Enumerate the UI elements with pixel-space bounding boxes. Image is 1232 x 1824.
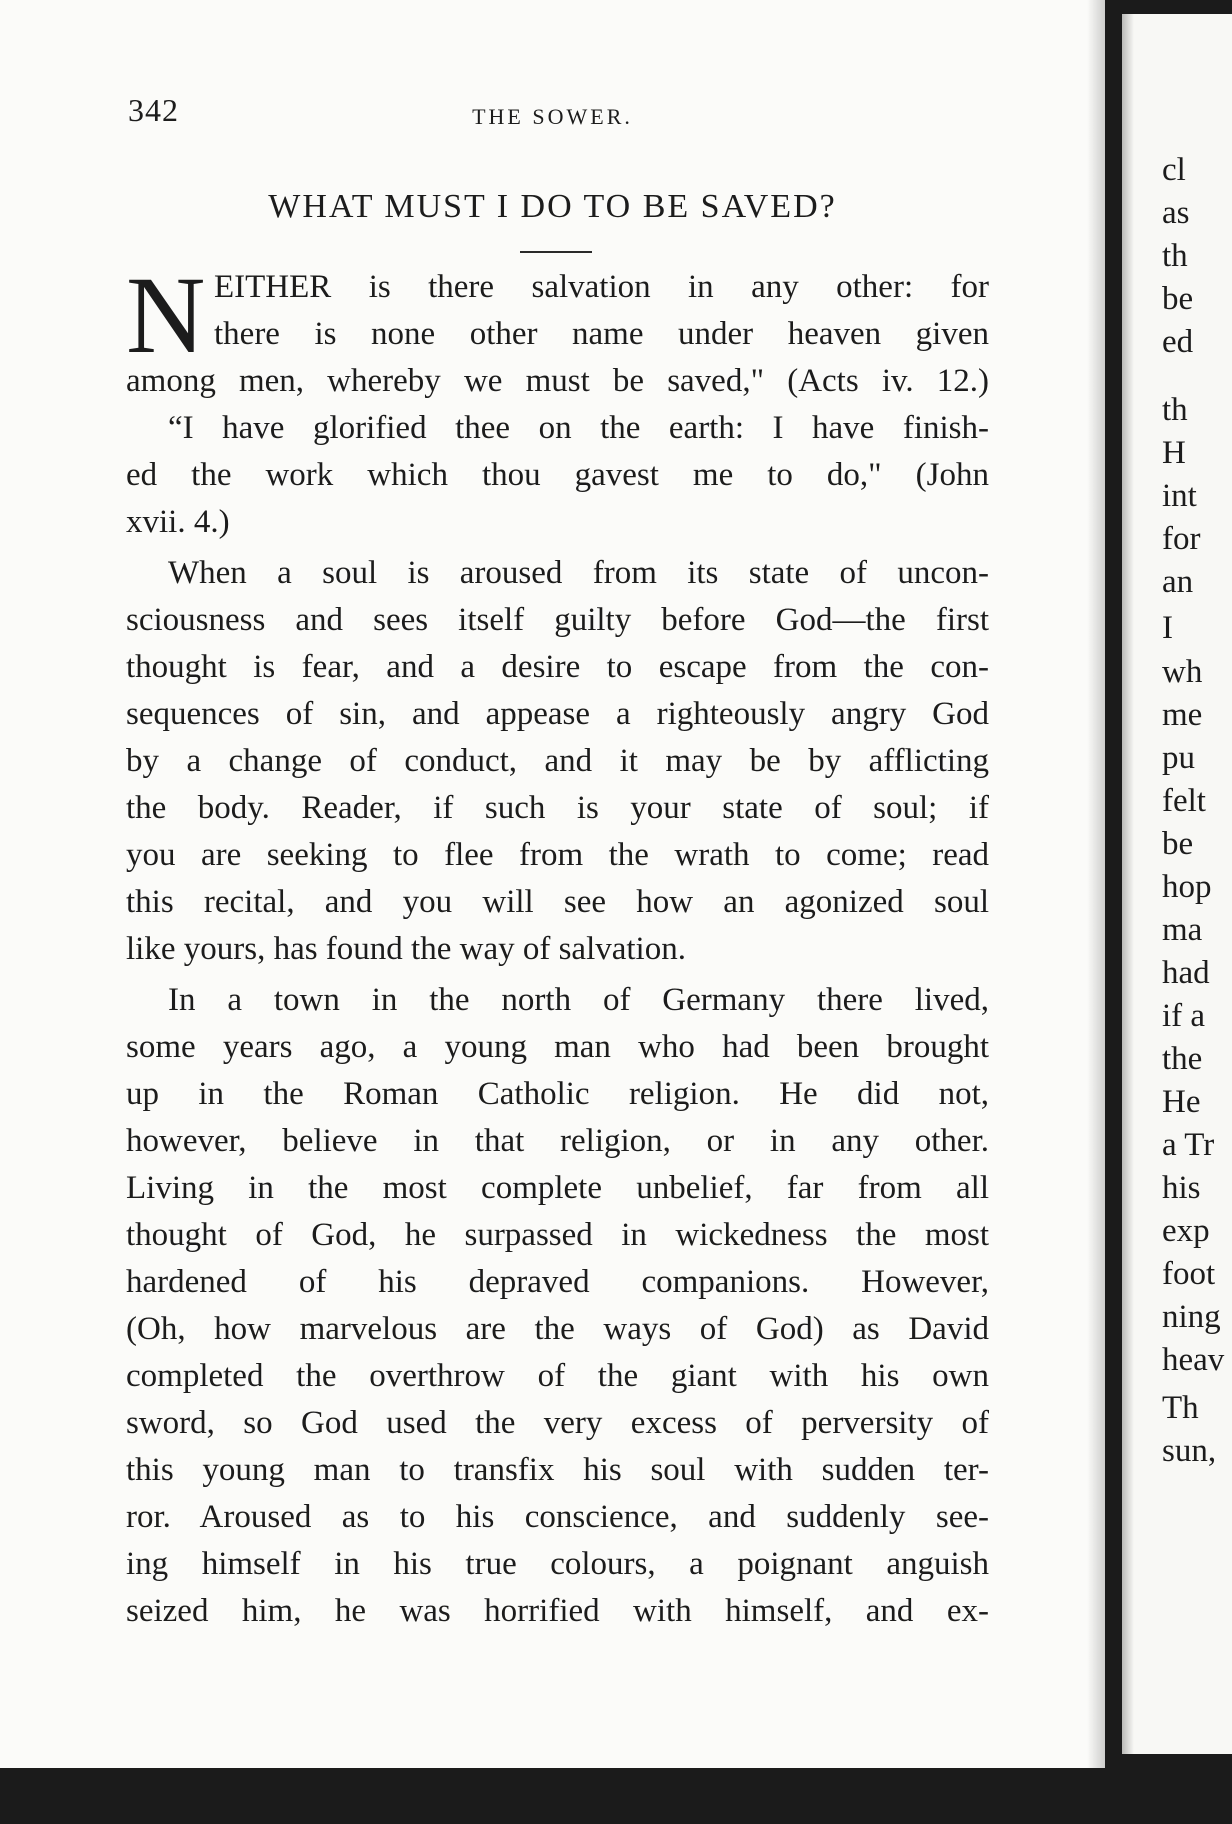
text-line: thought is fear, and a desire to escape from the con- — [126, 649, 989, 685]
text-line: by a change of conduct, and it may be by afflicting — [126, 743, 989, 779]
text-line: “I have glorified thee on the earth: I have finish- — [168, 410, 989, 446]
right-page-text-fragment: cl — [1162, 152, 1186, 188]
right-page-text-fragment: ma — [1162, 912, 1203, 948]
text-line: Living in the most complete unbelief, far from all — [126, 1170, 989, 1206]
text-line: ror. Aroused as to his conscience, and suddenly see- — [126, 1499, 989, 1535]
text-line: ing himself in his true colours, a poignant anguish — [126, 1546, 989, 1582]
right-page-text-fragment: I — [1162, 610, 1173, 646]
text-line: sciousness and sees itself guilty before God—the first — [126, 602, 989, 638]
text-line: among men, whereby we must be saved," (Acts iv. 12.) — [126, 363, 989, 399]
right-page-text-fragment: foot — [1162, 1256, 1216, 1292]
title-rule — [520, 251, 592, 253]
text-line: some years ago, a young man who had been brought — [126, 1029, 989, 1065]
text-line: the body. Reader, if such is your state of soul; if — [126, 790, 989, 826]
text-line: this recital, and you will see how an agonized soul — [126, 884, 989, 920]
text-line: there is none other name under heaven given — [214, 316, 989, 352]
text-line: seized him, he was horrified with himself, and ex- — [126, 1593, 989, 1629]
right-page-text-fragment: hop — [1162, 869, 1212, 905]
right-page-text-fragment: if a — [1162, 998, 1206, 1034]
right-page-fragment — [1122, 14, 1232, 1754]
article-title: WHAT MUST I DO TO BE SAVED? — [268, 188, 837, 225]
text-line: EITHER is there salvation in any other: for — [214, 269, 989, 305]
right-page-text-fragment: the — [1162, 1041, 1203, 1077]
page-edge-shadow — [1087, 0, 1105, 1768]
right-page-text-fragment: a Tr — [1162, 1127, 1215, 1163]
text-line: hardened of his depraved companions. However, — [126, 1264, 989, 1300]
text-line: this young man to transfix his soul with sudden ter- — [126, 1452, 989, 1488]
right-page-text-fragment: for — [1162, 521, 1201, 557]
right-page-text-fragment: th — [1162, 392, 1188, 428]
text-line: thought of God, he surpassed in wickedness the most — [126, 1217, 989, 1253]
right-page-text-fragment: Th — [1162, 1390, 1199, 1426]
text-line: like yours, has found the way of salvation. — [126, 931, 686, 967]
text-line: completed the overthrow of the giant with his own — [126, 1358, 989, 1394]
gutter-shadow — [1122, 14, 1134, 1754]
right-page-text-fragment: an — [1162, 564, 1194, 600]
text-line: (Oh, how marvelous are the ways of God) as David — [126, 1311, 989, 1347]
right-page-text-fragment: int — [1162, 478, 1197, 514]
text-line: sequences of sin, and appease a righteously angry God — [126, 696, 989, 732]
right-page-text-fragment: heav — [1162, 1342, 1225, 1378]
text-line: you are seeking to flee from the wrath to come; read — [126, 837, 989, 873]
right-page-text-fragment: felt — [1162, 783, 1206, 819]
text-line: In a town in the north of Germany there lived, — [168, 982, 989, 1018]
right-page-text-fragment: ning — [1162, 1299, 1221, 1335]
right-page-text-fragment: He — [1162, 1084, 1201, 1120]
right-page-text-fragment: me — [1162, 697, 1203, 733]
page-number: 342 — [128, 92, 179, 128]
text-line: ed the work which thou gavest me to do," (John — [126, 457, 989, 493]
scan-border — [0, 1768, 1232, 1824]
text-line: sword, so God used the very excess of perversity of — [126, 1405, 989, 1441]
right-page-text-fragment: sun, — [1162, 1433, 1217, 1469]
right-page-text-fragment: had — [1162, 955, 1210, 991]
right-page-text-fragment: wh — [1162, 654, 1203, 690]
right-page-text-fragment: be — [1162, 826, 1194, 862]
right-page-text-fragment: H — [1162, 435, 1186, 471]
right-page-text-fragment: be — [1162, 281, 1194, 317]
right-page-text-fragment: ed — [1162, 324, 1194, 360]
right-page-text-fragment: exp — [1162, 1213, 1210, 1249]
right-page-text-fragment: his — [1162, 1170, 1201, 1206]
right-page-text-fragment: th — [1162, 238, 1188, 274]
text-line: however, believe in that religion, or in any other. — [126, 1123, 989, 1159]
right-page-text-fragment: pu — [1162, 740, 1195, 776]
text-line: When a soul is aroused from its state of uncon- — [168, 555, 989, 591]
text-line: up in the Roman Catholic religion. He did not, — [126, 1076, 989, 1112]
drop-cap: N — [126, 254, 206, 376]
right-page-text-fragment: as — [1162, 195, 1190, 231]
text-line: xvii. 4.) — [126, 504, 230, 540]
article-body — [126, 254, 989, 1635]
running-head: THE SOWER. — [472, 104, 633, 129]
